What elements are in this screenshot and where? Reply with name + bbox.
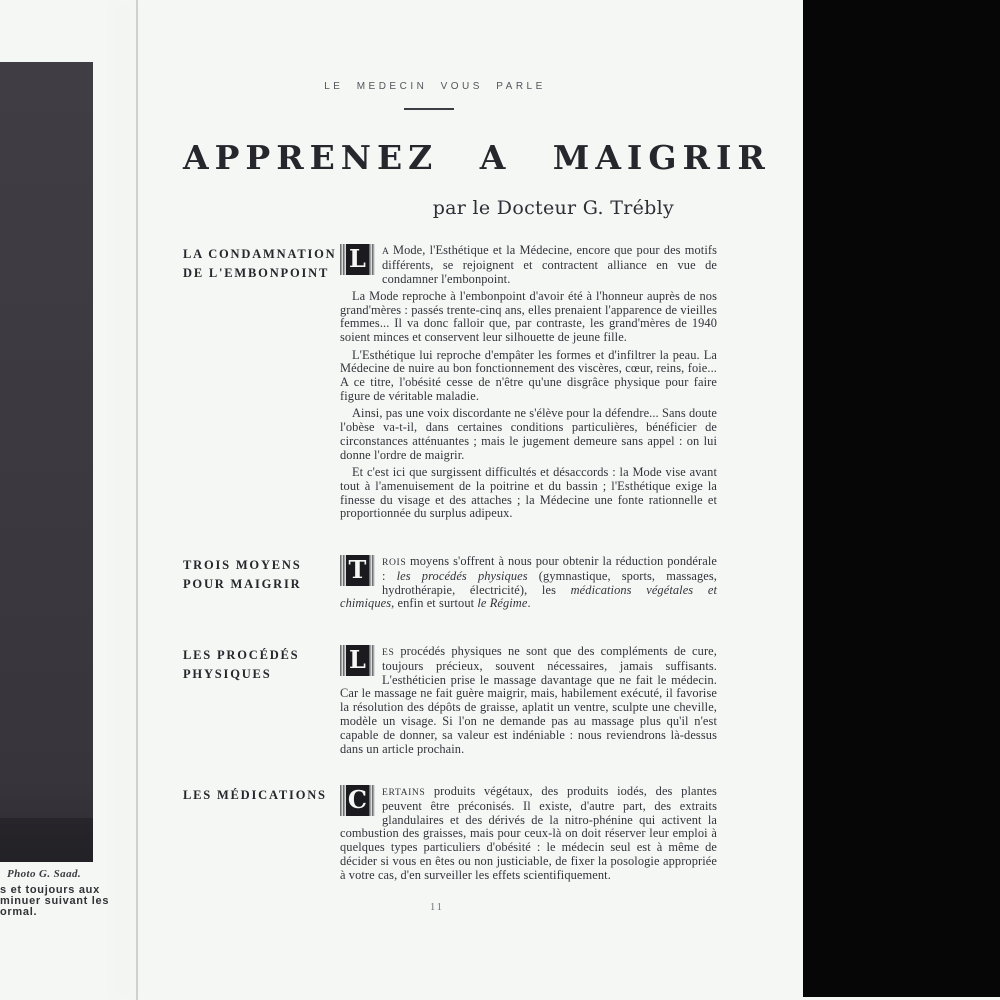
dropcap-stripe — [369, 244, 375, 275]
text-segment: A — [382, 246, 393, 257]
page-number: 11 — [430, 902, 444, 913]
dropcap-ornament — [340, 645, 375, 676]
heading-line: PHYSIQUES — [183, 666, 272, 681]
section-body-procedes-physiques — [340, 645, 717, 756]
text-segment: Mode, l'Esthétique et la Médecine, encore que pour des motifs différents, se rejoignent et contractent alliance en vue de condamner l'embonpoint. — [382, 243, 718, 286]
heading-line: LA CONDAMNATION — [183, 247, 337, 261]
heading-line: POUR MAIGRIR — [183, 576, 302, 591]
paragraph-text — [340, 554, 717, 610]
facing-page-photo — [0, 62, 93, 862]
heading-line: LES MÉDICATIONS — [183, 788, 327, 802]
text-segment: . — [527, 596, 531, 611]
article-byline: par le Docteur G. Trébly — [432, 197, 674, 219]
text-segment: ERTAINS — [382, 787, 434, 798]
text-segment: les procédés physiques — [396, 568, 528, 583]
section-body-medications — [340, 785, 717, 883]
text-segment: médications végétales et chimiques — [340, 582, 717, 611]
kicker-rule — [404, 108, 454, 110]
text-segment: moyens s'offrent à nous pour obtenir la réduction pondérale : — [382, 554, 717, 583]
dropcap-stripe — [369, 555, 375, 586]
scan-backdrop-strip — [803, 0, 1000, 997]
facing-page-cutoff-text: s et toujours aux — [0, 884, 100, 896]
dropcap-stripe — [369, 785, 375, 816]
section-kicker: LE MEDECIN VOUS PARLE — [324, 81, 546, 92]
heading-line: LES PROCÉDÉS — [183, 648, 300, 662]
section-heading-procedes-physiques — [183, 646, 343, 683]
facing-page-cutoff-text: ormal. — [0, 906, 38, 918]
text-segment: ES — [382, 647, 401, 658]
dropcap-letter: C — [347, 785, 368, 814]
dropcap-letter: L — [346, 645, 369, 676]
photo-credit-caption: Photo G. Saad. — [6, 868, 82, 880]
paragraph: Et c'est ici que surgissent difficultés et désaccords : la Mode vise avant tout à l'amenuisement de la poitrine et du bassin ; l'Esthétique exige la finesse du visage et des attaches ; la Médecine une fonte rationnelle et proportionnée du surplus adipeux. — [340, 464, 717, 521]
text-segment: (gymnastique, sports, massages, hydrothérapie, électricité), les — [382, 568, 718, 597]
dropcap-letter: T — [346, 555, 369, 586]
paragraph: La Mode reproche à l'embonpoint d'avoir été à l'honneur auprès de nos grand'mères : passés trente-cinq ans, elles prenaient l'apparence de vieilles femmes... Il va donc falloir que, par contraste, les grand'mères de 1940 soient minces et conservent leur silhouette de jeune fille. — [340, 288, 717, 345]
paragraph-text — [340, 784, 717, 882]
photo-shadow-band — [0, 818, 93, 862]
text-segment: , enfin et surtout — [391, 596, 478, 611]
paragraph — [340, 785, 717, 883]
dropcap-ornament — [340, 785, 375, 816]
section-body-condamnation — [340, 244, 717, 521]
dropcap-stripe — [369, 645, 375, 676]
text-segment: procédés physiques ne sont que des compléments de cure, toujours précieux, souvent nécessaires, jamais suffisants. L'esthéticien prise le massage davantage que ne fait le médecin. Car le massage ne fait guère maigrir, mais, habilement exécuté, il favorise la résolution des dépôts de graisse, aplatit un ventre, sculpte une cheville, modèle un visage. Si l'on ne demande pas au massage plus qu'il n'est capable de donner, sa valeur est indéniable : nous reviendrons là-dessus dans un article prochain. — [340, 644, 717, 756]
paragraph: Ainsi, pas une voix discordante ne s'élève pour la défendre... Sans doute l'obèse va-t-il, dans certaines conditions particulières, bénéficier de circonstances atténuantes ; mais le jugement demeure sans appel : on lui donne l'ordre de maigrir. — [340, 406, 717, 462]
section-heading-trois-moyens — [183, 556, 343, 593]
text-segment: le Régime — [477, 596, 528, 611]
dropcap-letter: L — [346, 244, 369, 275]
facing-page-cutoff-text: minuer suivant les — [0, 895, 110, 907]
heading-line: TROIS MOYENS — [183, 558, 302, 572]
text-segment: ROIS — [382, 557, 410, 568]
paragraph-text — [382, 243, 717, 286]
section-heading-medications — [183, 786, 343, 805]
dropcap-ornament — [340, 555, 375, 586]
dropcap-ornament — [340, 244, 375, 275]
paragraph-text — [340, 644, 717, 756]
page-gutter-line — [136, 0, 138, 1000]
paragraph: L'Esthétique lui reproche d'empâter les formes et d'infiltrer la peau. La Médecine de nuire au bon fonctionnement des viscères, cœur, reins, foie... A ce titre, l'obésité cesse de n'être qu'une disgrâce physique pour faire figure de véritable maladie. — [340, 347, 717, 403]
paragraph — [340, 645, 717, 756]
heading-line: DE L'EMBONPOINT — [183, 265, 330, 280]
section-body-trois-moyens — [340, 555, 717, 611]
section-heading-condamnation — [183, 245, 343, 282]
text-segment: produits végétaux, des produits iodés, des plantes peuvent être préconisés. Il existe, d'autre part, des extraits glandulaires et des dérivés de la nitro-phénine qui activent la combustion des graisses, mais pour ceux-là on doit réserver leur emploi à quelques types particuliers d'obésité : le médecin seul est à même de décider si vous en êtes ou non justiciable, de fixer la posologie appropriée à votre cas, d'en surveiller les effets scientifiquement. — [340, 784, 717, 882]
paragraph — [340, 555, 717, 611]
paragraph — [340, 244, 717, 286]
article-title: APPRENEZ A MAIGRIR — [183, 138, 771, 177]
